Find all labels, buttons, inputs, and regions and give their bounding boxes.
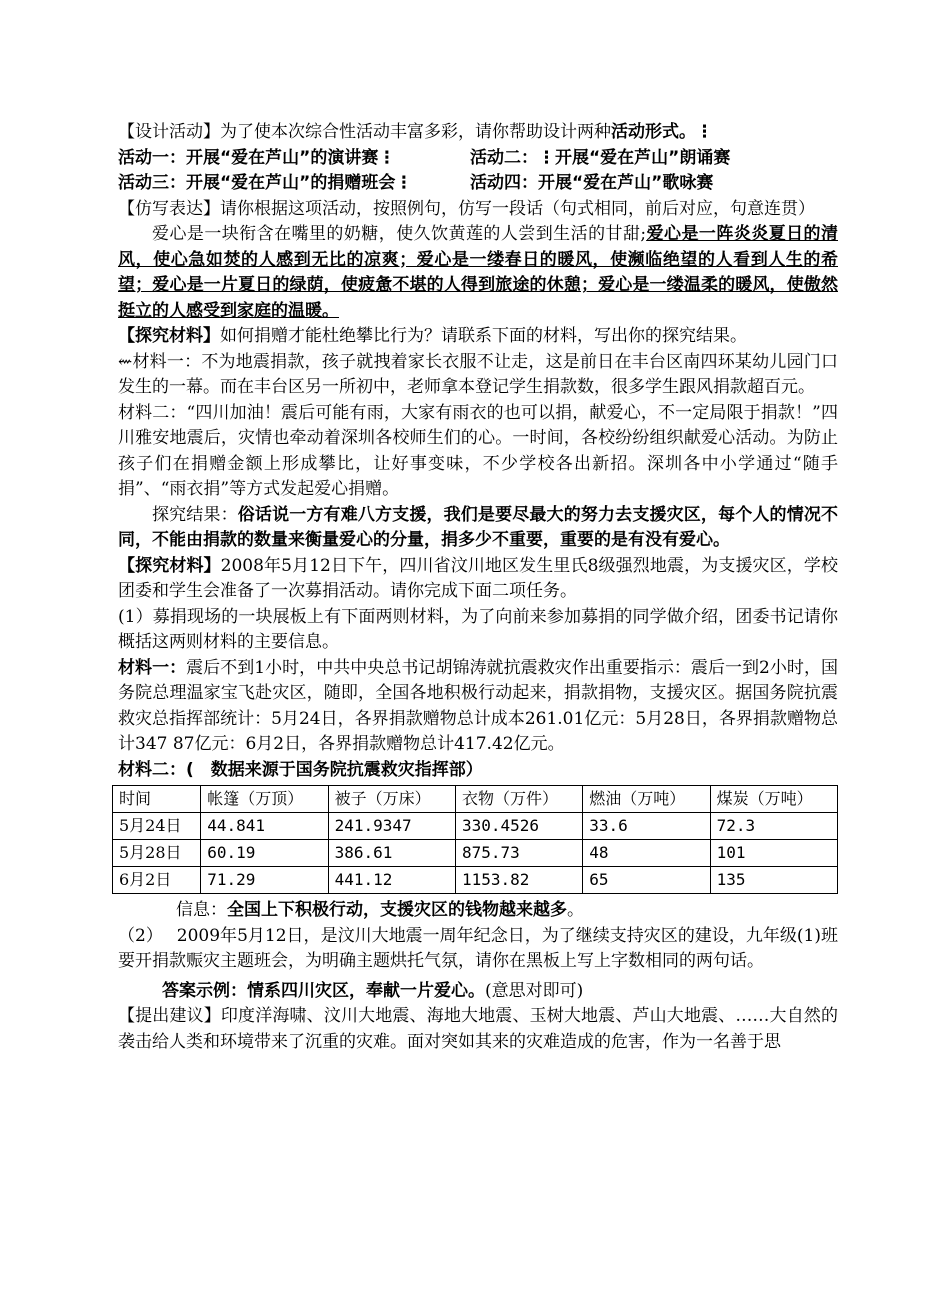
table-cell: 441.12 (328, 867, 455, 894)
table-header-cell: 帐篷（万顶） (201, 786, 328, 813)
imitate-heading: 【仿写表达】请你根据这项活动，按照例句，仿写一段话（句式相同，前后对应，句意连贯） (118, 198, 815, 219)
hand-mark-icon: ⇜ (118, 351, 133, 372)
explore1-material-1: ⇜材料一：不为地震捐款，孩子就拽着家长衣服不让走，这是前日在丰台区南四环某幼儿园门口发生的一幕。而在丰台区另一所初中，老师拿本登记学生捐款数，很多学生跟风捐款超百元。 (118, 351, 838, 397)
activity-row-1 (118, 146, 838, 172)
activity-1: 活动一：开展“爱在芦山”的演讲赛⋮ (118, 147, 396, 168)
activity-2: 活动二：⋮开展“爱在芦山”朗诵赛 (470, 147, 731, 168)
table-cell: 1153.82 (455, 867, 582, 894)
table-cell: 101 (710, 840, 837, 867)
explore2-answer: 答案示例：情系四川灾区，奉献一片爱心。(意思对即可) (162, 980, 584, 1001)
explore2-material-2-label: 材料二：( 数据来源于国务院抗震救灾指挥部） (118, 759, 483, 780)
table-cell: 71.29 (201, 867, 328, 894)
table-row (113, 813, 838, 840)
table-cell: 135 (710, 867, 837, 894)
activity-row-2 (118, 171, 838, 197)
table-header-cell: 煤炭（万吨） (710, 786, 837, 813)
table-cell: 48 (583, 840, 710, 867)
table-header-cell: 燃油（万吨） (583, 786, 710, 813)
activity-3: 活动三：开展“爱在芦山”的捐赠班会⋮ (118, 173, 413, 193)
imitate-answer: 爱心是一阵炎炎夏日的清风，使心急如焚的人感到无比的凉爽；爱心是一缕春日的暖风，使濒临绝望的人看到人生的希望；爱心是一片夏日的绿荫，使疲惫不堪的人得到旅途的休憩；爱心是一缕温柔的暖风，使傲然挺立的人感受到家庭的温暖。 (118, 224, 838, 321)
explore2-material-1: 材料一：震后不到1小时，中共中央总书记胡锦涛就抗震救灾作出重要指示：震后一到2小时，国务院总理温家宝飞赴灾区，随即，全国各地积极行动起来，捐款捐物，支援灾区。据国务院抗震救灾总指挥部统计：5月24日，各界捐款赠物总计成本261.01亿元：5月28日，各界捐款赠物总计347 87亿元：6月2日，各界捐款赠物总计417.42亿元。 (118, 657, 839, 754)
table-header-row (113, 786, 838, 813)
table-cell: 386.61 (328, 840, 455, 867)
imitate-example: 爱心是一块衔含在嘴里的奶糖，使久饮黄莲的人尝到生活的甘甜; (152, 224, 647, 244)
table-cell: 5月28日 (113, 840, 201, 867)
table-cell: 65 (583, 867, 710, 894)
table-cell: 44.841 (201, 813, 328, 840)
table-cell: 5月24日 (113, 813, 201, 840)
explore2-question-1: (1）募捐现场的一块展板上有下面两则材料，为了向前来参加募捐的同学做介绍，团委书记请你概括这两则材料的主要信息。 (118, 606, 838, 652)
table-cell: 875.73 (455, 840, 582, 867)
explore2-question-2: （2） 2009年5月12日，是汶川大地震一周年纪念日，为了继续支持灾区的建设，九年级(1)班要开捐款赈灾主题班会，为明确主题烘托气氛，请你在黑板上写上字数相同的两句话。 (118, 925, 838, 971)
table-cell: 72.3 (710, 813, 837, 840)
document-page (118, 120, 838, 1055)
table-header-cell: 被子（万床） (328, 786, 455, 813)
explore1-material-2: 材料二：“四川加油！震后可能有雨，大家有雨衣的也可以捐，献爱心，不一定局限于捐款！”四川雅安地震后，灾情也牵动着深圳各校师生们的心。一时间，各校纷纷组织献爱心活动。为防止孩子们在捐赠金额上形成攀比，让好事变味，不少学校各出新招。深圳各中小学通过“随手捐”、“雨衣捐”等方式发起爱心捐赠。 (118, 402, 838, 499)
table-cell: 6月2日 (113, 867, 201, 894)
table-cell: 33.6 (583, 813, 710, 840)
design-heading: 【设计活动】为了使本次综合性活动丰富多彩，请你帮助设计两种活动形式。⋮ (118, 122, 713, 142)
relief-supplies-table (112, 785, 838, 894)
imitate-paragraph (118, 222, 838, 324)
explore2-heading: 【探究材料】2008年5月12日下午，四川省汶川地区发生里氏8级强烈地震，为支援灾区，学校团委和学生会准备了一次募捐活动。请你完成下面二项任务。 (118, 555, 838, 601)
table-row (113, 840, 838, 867)
table-header-cell: 衣物（万件） (455, 786, 582, 813)
explore1-result: 探究结果：俗话说一方有难八方支援，我们是要尽最大的努力去支援灾区，每个人的情况不同，不能由捐款的数量来衡量爱心的分量，捐多少不重要，重要的是有没有爱心。 (118, 504, 839, 550)
explore2-info: 信息：全国上下积极行动，支援灾区的钱物越来越多。 (176, 900, 584, 920)
table-header-cell: 时间 (113, 786, 201, 813)
explore1-heading: 【探究材料】如何捐赠才能杜绝攀比行为？请联系下面的材料，写出你的探究结果。 (118, 326, 747, 346)
activity-4: 活动四：开展“爱在芦山”歌咏赛 (470, 173, 714, 193)
table-cell: 330.4526 (455, 813, 582, 840)
suggest-paragraph: 【提出建议】印度洋海啸、汶川大地震、海地大地震、玉树大地震、芦山大地震、……大自然的袭击给人类和环境带来了沉重的灾难。面对突如其来的灾难造成的危害，作为一名善于思 (118, 1006, 838, 1052)
table-cell: 241.9347 (328, 813, 455, 840)
table-cell: 60.19 (201, 840, 328, 867)
table-row (113, 867, 838, 894)
